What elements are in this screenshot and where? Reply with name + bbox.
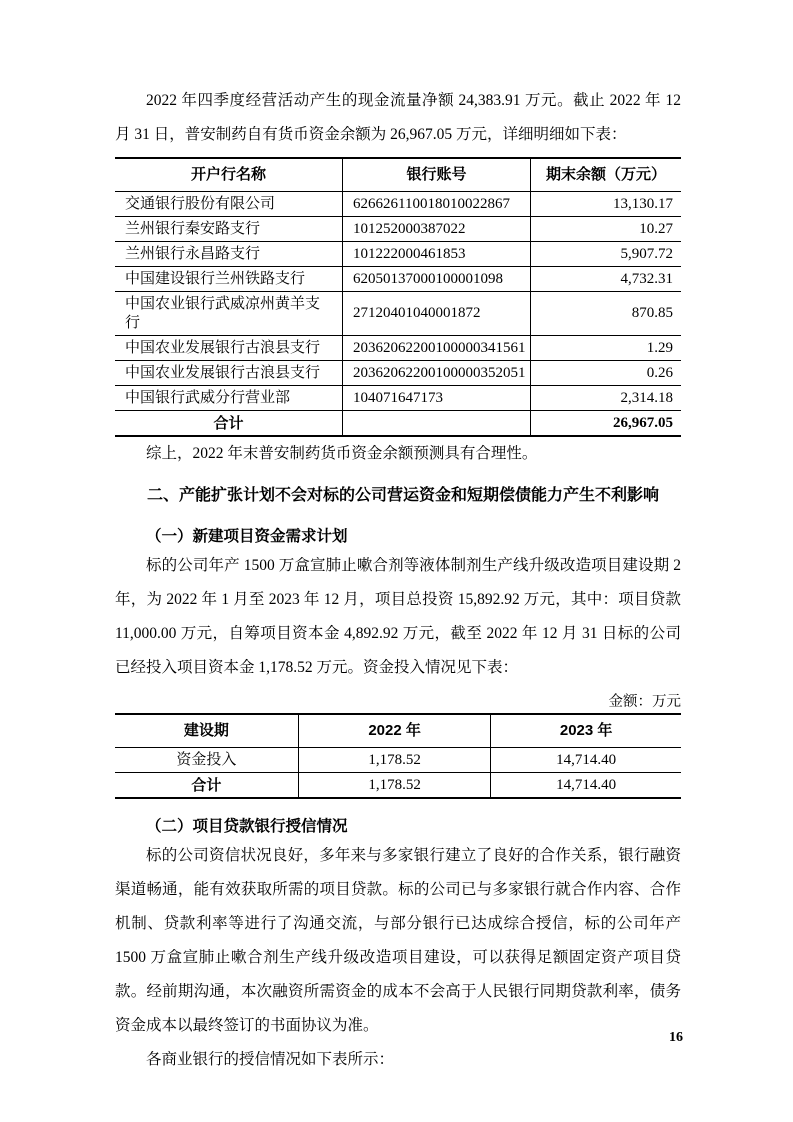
table-row [115, 748, 681, 773]
table-cell: 27120401040001872 [343, 292, 531, 336]
subsection-heading-2: （二）项目贷款银行授信情况 [146, 818, 348, 835]
column-header-ending-balance: 期末余额（万元） [530, 158, 681, 192]
table-cell: 13,130.17 [530, 192, 681, 217]
total-row [115, 411, 681, 437]
table-cell: 兰州银行秦安路支行 [115, 217, 343, 242]
table-header-row [115, 158, 681, 192]
table-row [115, 267, 681, 292]
table-cell: 4,732.31 [530, 267, 681, 292]
paragraph-project-investment: 标的公司年产 1500 万盒宣肺止嗽合剂等液体制剂生产线升级改造项目建设期 2 年，为 2022 年 1 月至 2023 年 12 月，项目总投资 15,892.92 万元，其中：项目贷款 11,000.00 万元，自筹项目资本金 4,892.92 万元，截至 2022 年 12 月 31 日标的公司已经投入项目资本金 1,178.52 万元。资金投入情况见下表： [115, 557, 681, 676]
table-row [115, 386, 681, 411]
column-header-year-2022: 2022 年 [298, 714, 490, 748]
table-cell: 中国农业发展银行古浪县支行 [115, 361, 343, 386]
total-value-2022: 1,178.52 [298, 773, 490, 799]
table-cell: 中国农业银行武威凉州黄羊支行 [115, 292, 343, 336]
table-cell: 1,178.52 [298, 748, 490, 773]
table-cell: 101222000461853 [343, 242, 531, 267]
total-value: 26,967.05 [530, 411, 681, 437]
paragraph-summary: 综上，2022 年末普安制药货币资金余额预测具有合理性。 [146, 445, 538, 462]
column-header-bank-name: 开户行名称 [115, 158, 343, 192]
investment-table [115, 713, 681, 799]
total-label: 合计 [213, 414, 244, 432]
paragraph-table-intro: 各商业银行的授信情况如下表所示： [146, 1051, 395, 1068]
table-cell: 20362062200100000352051 [343, 361, 531, 386]
section-heading: 二、产能扩张计划不会对标的公司营运资金和短期偿债能力产生不利影响 [147, 487, 660, 504]
column-header-account-number: 银行账号 [343, 158, 531, 192]
table-cell: 5,907.72 [530, 242, 681, 267]
table-header-row [115, 714, 681, 748]
table-cell: 资金投入 [115, 748, 298, 773]
table-cell [343, 411, 531, 437]
table-cell: 交通银行股份有限公司 [115, 192, 343, 217]
table-cell: 2,314.18 [530, 386, 681, 411]
table-cell: 中国农业发展银行古浪县支行 [115, 336, 343, 361]
table-cell: 62050137000100001098 [343, 267, 531, 292]
paragraph-bank-credit: 标的公司资信状况良好，多年来与多家银行建立了良好的合作关系，银行融资渠道畅通，能有效获取所需的项目贷款。标的公司已与多家银行就合作内容、合作机制、贷款利率等进行了沟通交流，与部分银行已达成综合授信，标的公司年产 1500 万盒宣肺止嗽合剂生产线升级改造项目建设，可以获得足额固定资产项目贷款。经前期沟通，本次融资所需资金的成本不会高于人民银行同期贷款利率，债务资金成本以最终签订的书面协议为准。 [115, 847, 681, 1034]
table-cell: 10.27 [530, 217, 681, 242]
table-cell: 20362062200100000341561 [343, 336, 531, 361]
table-row [115, 292, 681, 336]
subsection-heading-1: （一）新建项目资金需求计划 [146, 528, 348, 545]
column-header-construction-period: 建设期 [115, 714, 298, 748]
table-cell: 兰州银行永昌路支行 [115, 242, 343, 267]
table-cell: 中国建设银行兰州铁路支行 [115, 267, 343, 292]
table-row [115, 217, 681, 242]
table-cell: 104071647173 [343, 386, 531, 411]
column-header-year-2023: 2023 年 [491, 714, 681, 748]
total-row [115, 773, 681, 799]
unit-note: 金额：万元 [608, 694, 681, 710]
table-cell: 1.29 [530, 336, 681, 361]
table-cell: 626626110018010022867 [343, 192, 531, 217]
table-row [115, 361, 681, 386]
page-number: 16 [669, 1030, 683, 1045]
table-cell: 101252000387022 [343, 217, 531, 242]
total-label: 合计 [191, 776, 222, 794]
table-row [115, 336, 681, 361]
table-cell: 14,714.40 [491, 748, 681, 773]
total-value-2023: 14,714.40 [491, 773, 681, 799]
table-cell: 870.85 [530, 292, 681, 336]
paragraph-cash-flow: 2022 年四季度经营活动产生的现金流量净额 24,383.91 万元。截止 2022 年 12 月 31 日，普安制药自有货币资金余额为 26,967.05 万元，详细明细如下表： [115, 92, 681, 143]
bank-accounts-table [115, 157, 681, 437]
table-row [115, 192, 681, 217]
table-cell: 0.26 [530, 361, 681, 386]
table-cell: 中国银行武威分行营业部 [115, 386, 343, 411]
table-row [115, 242, 681, 267]
